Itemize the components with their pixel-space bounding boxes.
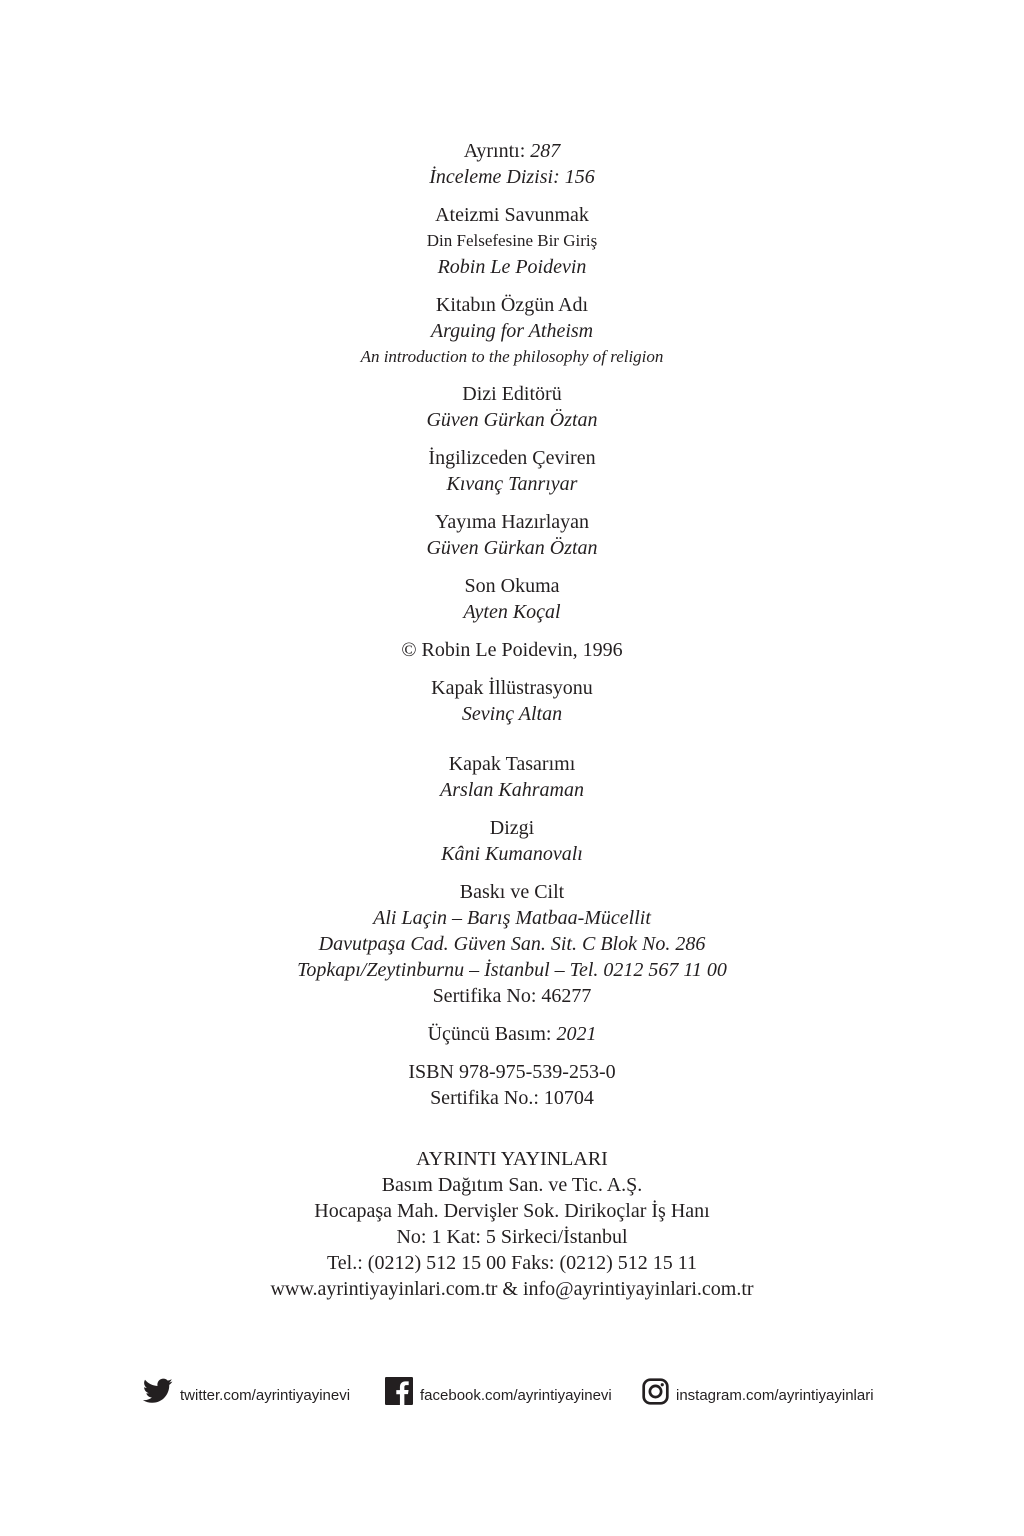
credit-name: Arslan Kahraman [440,779,584,801]
publisher-block [0,1146,1024,1302]
book-subtitle: Din Felsefesine Bir Giriş [426,231,598,250]
original-title-block [0,292,1024,370]
credit-name: Kıvanç Tanrıyar [446,473,578,495]
publisher-company: Basım Dağıtım San. ve Tic. A.Ş. [381,1174,643,1196]
credit-cover-illustration [0,675,1024,727]
credit-name: Sevinç Altan [461,703,563,725]
edition-block [0,1021,1024,1047]
social-twitter[interactable] [143,1374,350,1408]
publisher-name: AYRINTI YAYINLARI [416,1148,608,1170]
credit-role: Dizgi [489,817,535,839]
credit-cover-design [0,751,1024,803]
original-title: Arguing for Atheism [430,320,594,342]
twitter-icon [143,1378,173,1404]
facebook-link[interactable]: facebook.com/ayrintiyayinevi [420,1386,612,1404]
publisher-phone: Tel.: (0212) 512 15 00 Faks: (0212) 512 15 11 [326,1252,698,1274]
publisher-web: www.ayrintiyayinlari.com.tr & info@ayrintiyayinlari.com.tr [270,1278,754,1300]
printing-block [0,879,1024,1009]
credit-role: Dizi Editörü [462,383,562,405]
copyright-block [0,637,1024,663]
credit-prepared-by [0,509,1024,561]
publisher-address-2: No: 1 Kat: 5 Sirkeci/İstanbul [396,1226,628,1248]
credit-role: Kapak Tasarımı [448,753,576,775]
social-instagram[interactable] [642,1374,874,1408]
credit-name: Güven Gürkan Öztan [426,537,598,559]
series-block [0,138,1024,190]
credit-name: Kâni Kumanovalı [441,843,583,865]
original-title-label: Kitabın Özgün Adı [435,294,589,316]
publisher-number [0,138,1024,164]
instagram-icon [642,1378,669,1405]
edition [0,1021,1024,1047]
printing-certificate: Sertifika No: 46277 [432,985,592,1007]
credit-translator [0,445,1024,497]
book-block [0,202,1024,280]
social-links [0,1374,1024,1414]
credit-typesetting [0,815,1024,867]
edition-label: Üçüncü Basım: [427,1023,552,1045]
printing-line: Davutpaşa Cad. Güven San. Sit. C Blok No. 286 [318,933,706,955]
credit-name: Güven Gürkan Öztan [426,409,598,431]
edition-year: 2021 [556,1023,597,1045]
publisher-number-label: Ayrıntı: [463,140,526,162]
colophon [0,138,1024,1111]
social-facebook[interactable] [385,1374,612,1408]
facebook-icon [385,1377,413,1405]
printing-role: Baskı ve Cilt [459,881,565,903]
credit-name: Ayten Koçal [463,601,561,623]
series-line: İnceleme Dizisi: 156 [429,166,595,188]
instagram-link[interactable]: instagram.com/ayrintiyayinlari [676,1386,874,1404]
twitter-link[interactable]: twitter.com/ayrintiyayinevi [180,1386,351,1404]
credit-proofreading [0,573,1024,625]
credit-role: Son Okuma [464,575,560,597]
book-author: Robin Le Poidevin [437,256,587,278]
printing-line: Topkapı/Zeytinburnu – İstanbul – Tel. 0212 567 11 00 [297,959,727,981]
credit-series-editor [0,381,1024,433]
credit-role: Kapak İllüstrasyonu [431,677,593,699]
isbn-block [0,1059,1024,1111]
original-subtitle: An introduction to the philosophy of religion [360,347,664,366]
credit-role: İngilizceden Çeviren [428,447,596,469]
credit-role: Yayıma Hazırlayan [434,511,590,533]
copyright: © Robin Le Poidevin, 1996 [401,639,623,661]
book-title: Ateizmi Savunmak [435,204,589,226]
publisher-certificate: Sertifika No.: 10704 [430,1087,594,1109]
printing-line: Ali Laçin – Barış Matbaa-Mücellit [373,907,651,929]
isbn: ISBN 978-975-539-253-0 [408,1061,616,1083]
publisher-address-1: Hocapaşa Mah. Dervişler Sok. Dirikoçlar İş Hanı [314,1200,710,1222]
publisher-number-value: 287 [530,140,561,162]
